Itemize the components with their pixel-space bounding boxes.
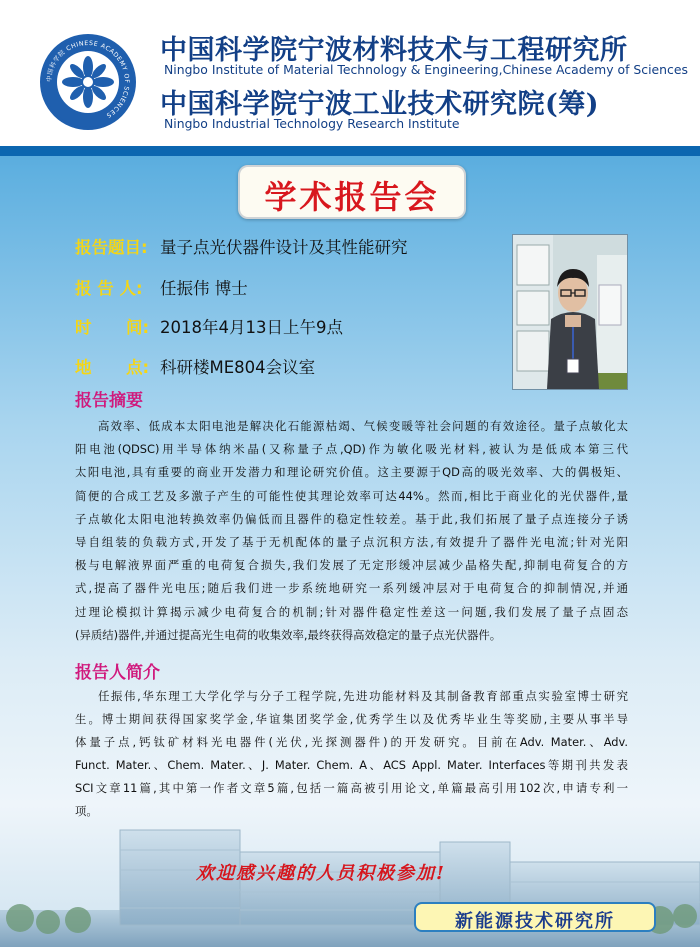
- bio-line: Funct. Mater.、Chem. Mater.、J. Mater. Chem. A、ACS Appl. Mater. Interfaces等期刊共发表: [75, 758, 628, 772]
- abstract-line: 过理论模拟计算揭示减少电荷复合的机制;针对器件稳定性差这一问题,我们发展了量子点固态: [75, 605, 628, 619]
- research-institute-name-cn: 中国科学院宁波工业技术研究院(筹): [160, 89, 600, 120]
- abstract-line: 阳电池(QDSC)用半导体纳米晶(又称量子点,QD)作为敏化吸光材料,被认为是低成本第三代: [75, 442, 628, 456]
- bio-line: 生。博士期间获得国家奖学金,华谊集团奖学金,优秀学生以及优秀毕业生等奖励,主要从事半导: [75, 712, 628, 726]
- institute-name-en: Ningbo Institute of Material Technology & Engineering,Chinese Academy of Sciences: [164, 62, 688, 77]
- department-banner: [414, 902, 656, 932]
- title-banner: [238, 165, 466, 219]
- logo-emblem-icon: [43, 37, 133, 127]
- speaker-label: 报 告 人:: [75, 279, 143, 298]
- topic-value: 量子点光伏器件设计及其性能研究: [160, 238, 408, 257]
- research-institute-name-en: Ningbo Industrial Technology Research Institute: [164, 116, 460, 131]
- cas-logo: [40, 34, 136, 130]
- abstract-line: 太阳电池,具有重要的商业开发潜力和理论研究价值。这主要源于QD高的吸光效率、大的偶极矩、: [75, 465, 628, 479]
- topic-label: 报告题目:: [75, 238, 148, 257]
- bio-line: 体量子点,钙钛矿材料光电器件(光伏,光探测器件)的开发研究。目前在Adv. Mater.、Adv.: [75, 735, 628, 749]
- location-label: 地 点:: [75, 358, 150, 377]
- abstract-heading: 报告摘要: [75, 391, 143, 411]
- bio-line: 任振伟,华东理工大学化学与分子工程学院,先进功能材料及其制备教育部重点实验室博士研究: [98, 689, 628, 703]
- abstract-line: 极与电解液界面严重的电荷复合损失,我们发展了无定形缓冲层减少晶格失配,抑制电荷复合的方: [75, 558, 628, 572]
- abstract-line: 式,提高了器件光电压;随后我们进一步系统地研究一系列缓冲层对于电荷复合的抑制情况,并通: [75, 581, 628, 595]
- speaker-value: 任振伟 博士: [160, 279, 248, 298]
- bio-heading: 报告人简介: [75, 663, 160, 683]
- location-value: 科研楼ME804会议室: [160, 358, 316, 377]
- abstract-line: 简便的合成工艺及多激子产生的可能性使其理论效率可达44%。然而,相比于商业化的光伏器件,量: [75, 489, 628, 503]
- department-name: 新能源技术研究所: [455, 911, 615, 932]
- bio-line: SCI文章11篇,其中第一作者文章5篇,包括一篇高被引用论文,单篇最高引用102次,申请专利一: [75, 781, 628, 795]
- institute-name-cn: 中国科学院宁波材料技术与工程研究所: [160, 35, 628, 66]
- abstract-line: 导自组装的负载方式,开发了基于无机配体的量子点沉积方法,有效提升了器件光电流;针对光阳: [75, 535, 628, 549]
- time-label: 时 间:: [75, 318, 150, 337]
- header-divider: [0, 146, 700, 156]
- bio-line: 项。: [75, 804, 98, 818]
- abstract-line: 子点敏化太阳电池转换效率仍偏低而且器件的稳定性较差。基于此,我们拓展了量子点连接分子诱: [75, 512, 628, 526]
- poster-title: 学术报告会: [264, 178, 440, 216]
- speaker-photo: [512, 234, 628, 390]
- header: [0, 0, 700, 146]
- abstract-line: (异质结)器件,并通过提高光生电荷的收集效率,最终获得高效稳定的量子点光伏器件。: [75, 628, 502, 642]
- welcome-message: 欢迎感兴趣的人员积极参加!: [196, 863, 446, 884]
- abstract-line: 高效率、低成本太阳电池是解决化石能源枯竭、气候变暖等社会问题的有效途径。量子点敏化太: [98, 419, 628, 433]
- svg-text:中国科学院 CHINESE ACADEMY OF SCIEN: 中国科学院 CHINESE ACADEMY OF SCIENCES: [45, 39, 131, 119]
- time-value: 2018年4月13日上午9点: [160, 318, 343, 337]
